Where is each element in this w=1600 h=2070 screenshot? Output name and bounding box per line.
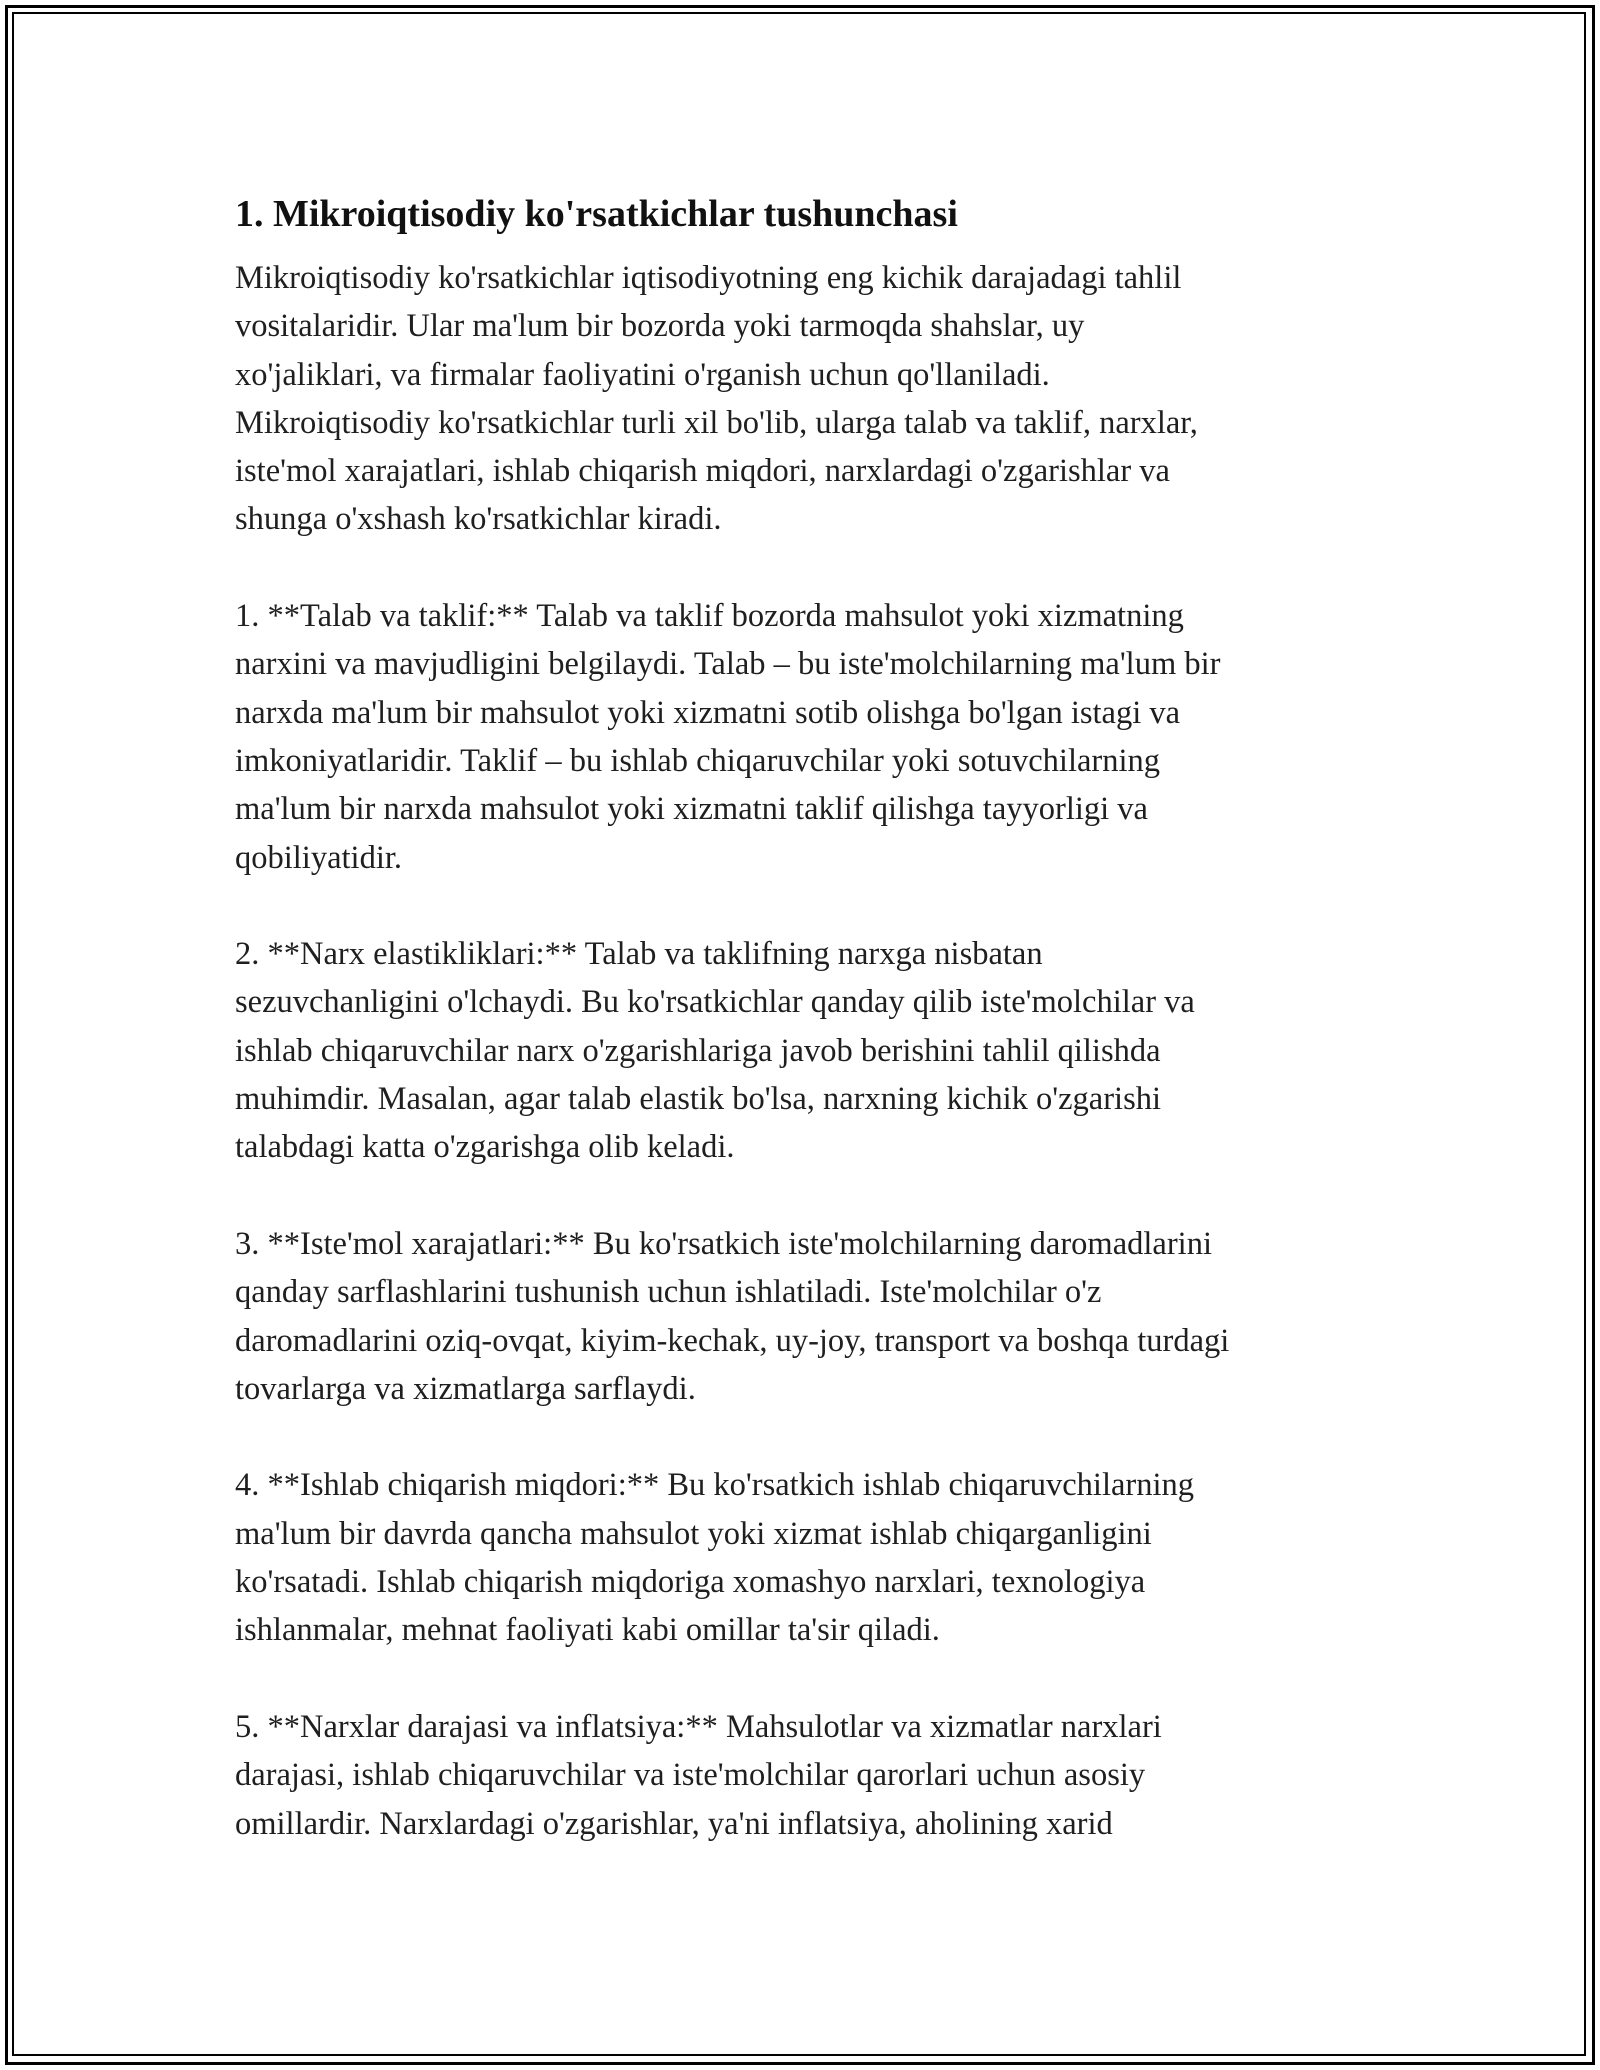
- page-title: 1. Mikroiqtisodiy ko'rsatkichlar tushunchasi: [235, 193, 958, 235]
- document-body: [235, 186, 1365, 1896]
- paragraph-price-elasticity: 2. **Narx elastikliklari:** Talab va taklifning narxga nisbatan sezuvchanligini o'lchaydi. Bu ko'rsatkichlar qanday qilib iste'molchilar va ishlab chiqaruvchilar narx o'zgarishlariga javob berishini tahlil qilishda muhimdir. Masalan, agar talab elastik bo'lsa, narxning kichik o'zgarishi talabdagi katta o'zgarishga olib keladi.: [235, 936, 1195, 1166]
- paragraph-demand-supply: 1. **Talab va taklif:** Talab va taklif bozorda mahsulot yoki xizmatning narxini va mavjudligini belgilaydi. Talab – bu iste'molchilarning ma'lum bir narxda ma'lum bir mahsulot yoki xizmatni sotib olishga bo'lgan istagi va imkoniyatlaridir. Taklif – bu ishlab chiqaruvchilar yoki sotuvchilarning ma'lum bir narxda mahsulot yoki xizmatni taklif qilishga tayyorligi va qobiliyatidir.: [235, 598, 1221, 876]
- paragraph-consumer-spending: 3. **Iste'mol xarajatlari:** Bu ko'rsatkich iste'molchilarning daromadlarini qanday sarflashlarini tushunish uchun ishlatiladi. Iste'molchilar o'z daromadlarini oziq-ovqat, kiyim-kechak, uy-joy, transport va boshqa turdagi tovarlarga va xizmatlarga sarflaydi.: [235, 1225, 1230, 1407]
- intro-paragraph: Mikroiqtisodiy ko'rsatkichlar iqtisodiyotning eng kichik darajadagi tahlil vositalaridir. Ular ma'lum bir bozorda yoki tarmoqda shahslar, uy xo'jaliklari, va firmalar faoliyatini o'rganish uchun qo'llaniladi. Mikroiqtisodiy ko'rsatkichlar turli xil bo'lib, ularga talab va taklif, narxlar, iste'mol xarajatlari, ishlab chiqarish miqdori, narxlardagi o'zgarishlar va shunga o'xshash ko'rsatkichlar kiradi.: [235, 260, 1198, 538]
- paragraph-price-level-inflation: 5. **Narxlar darajasi va inflatsiya:** Mahsulotlar va xizmatlar narxlari darajasi, ishlab chiqaruvchilar va iste'molchilar qarorlari uchun asosiy omillardir. Narxlardagi o'zgarishlar, ya'ni inflatsiya, aholining xarid: [235, 1708, 1162, 1842]
- paragraph-production-volume: 4. **Ishlab chiqarish miqdori:** Bu ko'rsatkich ishlab chiqaruvchilarning ma'lum bir davrda qancha mahsulot yoki xizmat ishlab chiqarganligini ko'rsatadi. Ishlab chiqarish miqdoriga xomashyo narxlari, texnologiya ishlanmalar, mehnat faoliyati kabi omillar ta'sir qiladi.: [235, 1467, 1195, 1649]
